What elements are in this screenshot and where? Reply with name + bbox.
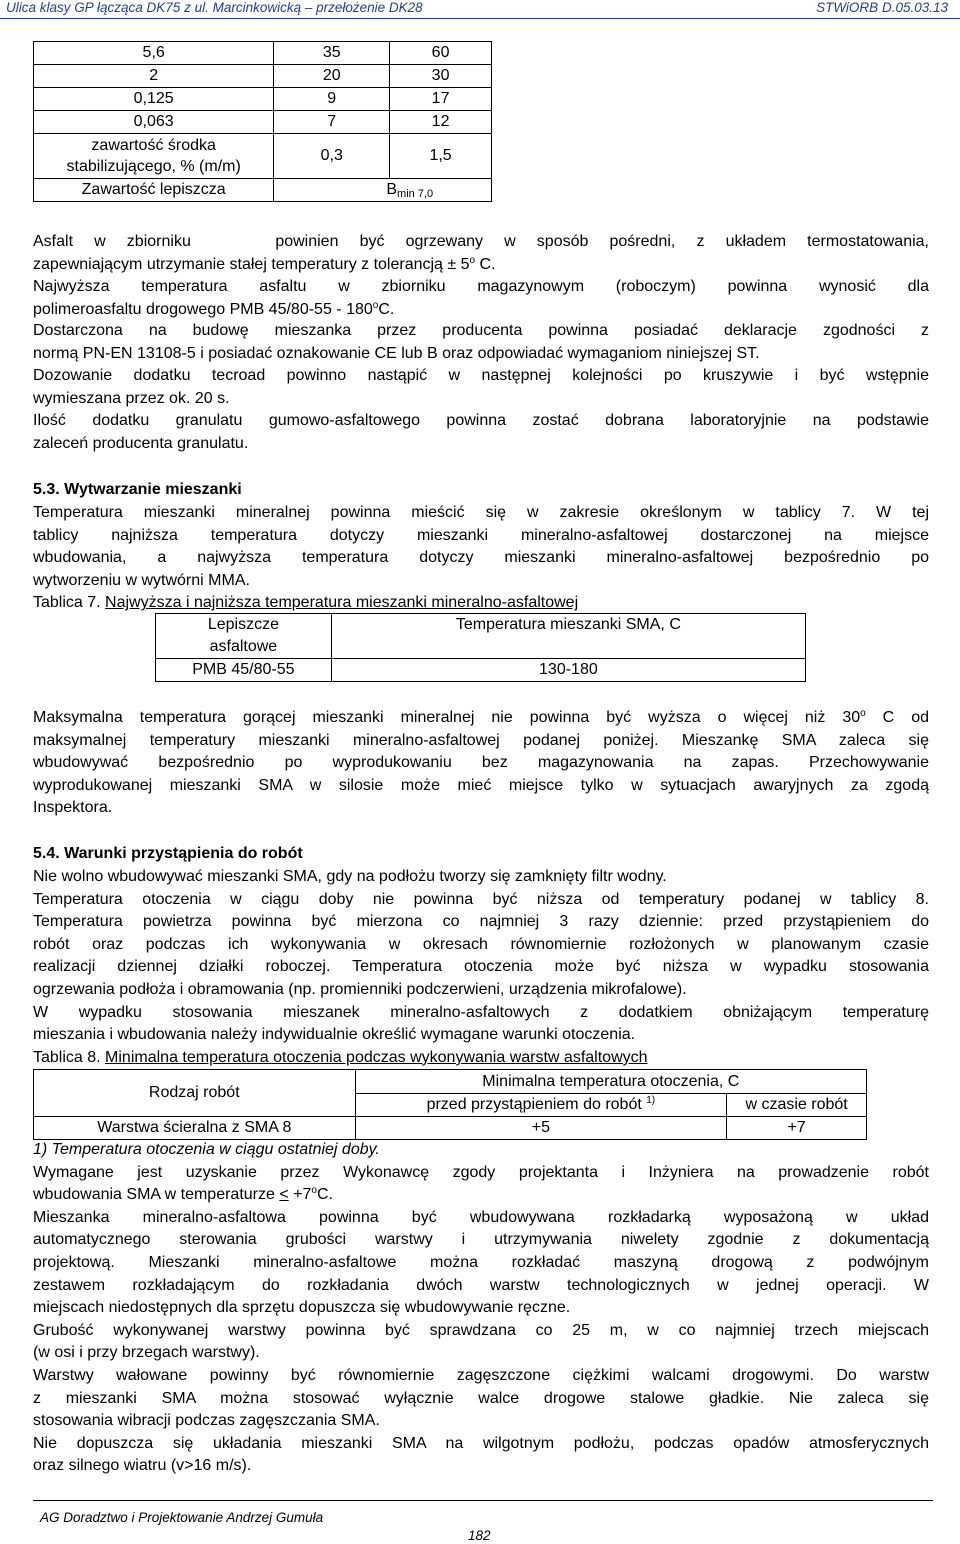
- table-row: [34, 88, 492, 111]
- min-cell: 9: [274, 88, 390, 111]
- section-title: Warunki przystąpienia do robót: [64, 845, 303, 862]
- text-line: Asfalt w zbiorniku powinien być ogrzewany w sposób pośredni, z układem termostatowania,: [33, 233, 929, 250]
- paragraph-tank-heating: [33, 231, 929, 276]
- stabilizer-max-cell: 1,5: [390, 134, 492, 179]
- work-type-cell: Warstwa ścieralna z SMA 8: [34, 1117, 356, 1140]
- text-line: Nie dopuszcza się układania mieszanki SMA na wilgotnym podłożu, podczas opadów atmosferycznych: [33, 1434, 929, 1452]
- grading-table: [33, 41, 492, 202]
- text-line: wymieszana przez ok. 20 s.: [33, 389, 230, 407]
- table-row: [156, 659, 806, 682]
- table-row: [34, 1117, 867, 1140]
- text-line: wbudowania SMA w temperaturze < $+7^oC$.: [33, 1185, 333, 1204]
- text-line: W wypadku stosowania mieszanek mineralno-asfaltowych z dodatkiem obniżającym temperaturę: [33, 1003, 929, 1021]
- table-row: [34, 42, 492, 65]
- text-line: oraz silnego wiatru (v>16 m/s).: [33, 1457, 252, 1475]
- paragraph-work-conditions: [33, 866, 929, 1069]
- text-line: Najwyższa temperatura asfaltu w zbiorniku magazynowym (roboczym) powinna wynosić dla: [33, 278, 929, 295]
- text-line: wbudowania, a najwyższa temperatura dotyczy mieszanki mineralno-asfaltowej bezpośrednio po: [33, 549, 929, 567]
- binder-value-main: B: [386, 181, 398, 198]
- text-line: maksymalnej temperatury mieszanki mineralno-asfaltowej podanej poniżej. Mieszankę SMA zaleca się: [33, 731, 929, 749]
- paragraph-max-mix-temperature: [33, 707, 929, 820]
- table-8-footnote: 1) Temperatura otoczenia w ciągu ostatniej doby.: [33, 1141, 380, 1158]
- min-cell: 35: [274, 42, 390, 65]
- binder-label-cell: Zawartość lepiszcza: [34, 179, 274, 202]
- text-line: polimeroasfaltu drogowego PMB 45/80-55 - 180$^o$C.: [33, 299, 395, 318]
- table-7: [155, 613, 806, 682]
- section-number: 5.4.: [33, 845, 60, 862]
- max-cell: 12: [390, 111, 492, 134]
- paragraph-dosing: [33, 365, 929, 410]
- sieve-cell: 0,125: [34, 88, 274, 111]
- text-line: Ilość dodatku granulatu gumowo-asfaltowego powinna zostać dobrana laboratoryjnie na podstawie: [33, 412, 929, 429]
- text-line: wytworzeniu w wytwórni MMA.: [33, 571, 250, 589]
- text-line: miejscach niedostępnych dla sprzętu dopuszcza się wbudowywanie ręczne.: [33, 1299, 571, 1317]
- max-cell: 17: [390, 88, 492, 111]
- header-rule: [0, 18, 960, 19]
- stabilizer-label-line1: zawartość środka: [91, 137, 216, 154]
- table-row: [34, 179, 492, 202]
- table-7-caption: Tablica 7. Najwyższa i najniższa temperatura mieszanki mineralno-asfaltowej: [33, 594, 579, 612]
- text-line: wbudowywać bezpośrednio po wyprodukowaniu bez magazynowania na zapas. Przechowywanie: [33, 754, 929, 772]
- text-line: mieszania i wbudowania należy indywidualnie określić wymagane warunki otoczenia.: [33, 1026, 636, 1044]
- binder-value-sub: min 7,0: [397, 188, 434, 200]
- footer-company: AG Doradztwo i Projektowanie Andrzej Gumuła: [40, 1510, 324, 1525]
- text-line: Temperatura powietrza powinna być mierzona co najmniej 3 razy dziennie: przed przystąpieniem do: [33, 913, 929, 931]
- text-line: Nie wolno wbudowywać mieszanki SMA, gdy na podłożu tworzy się zamknięty filtr wodny.: [33, 868, 667, 885]
- text-line: Dozowanie dodatku tecroad powinno nastąpić w następnej kolejności po kruszywie i być wstępnie: [33, 367, 929, 384]
- text-line: Grubość wykonywanej warstwy powinna być sprawdzana co 25 m, w co najmniej trzech miejscach: [33, 1321, 929, 1339]
- text-line: Wymagane jest uzyskanie przez Wykonawcę zgody projektanta i Inżyniera na prowadzenie robót: [33, 1163, 929, 1181]
- min-cell: 7: [274, 111, 390, 134]
- stabilizer-label-cell: [34, 134, 274, 179]
- header-min-temperature: Minimalna temperatura otoczenia, C: [355, 1070, 866, 1094]
- section-number: 5.3.: [33, 481, 60, 498]
- text-line: zaleceń producenta granulatu.: [33, 434, 249, 452]
- page-number: 182: [468, 1528, 491, 1543]
- paragraph-granulate: [33, 410, 929, 455]
- header-mix-temperature: Temperatura mieszanki SMA, C: [331, 614, 805, 659]
- paragraph-max-temperature: [33, 276, 929, 321]
- header-during-work: w czasie robót: [727, 1094, 867, 1117]
- table-header-row: [34, 1070, 867, 1094]
- text-line: tablicy najniższa temperatura dotyczy mieszanki mineralno-asfaltowej dostarczonej na miejsce: [33, 526, 929, 544]
- text-line: realizacji dziennej działki roboczej. Temperatura otoczenia może być niższa w wypadku stosowania: [33, 958, 929, 976]
- header-document-title: Ulica klasy GP łącząca DK75 z ul. Marcinkowicką – przełożenie DK28: [6, 0, 423, 15]
- section-title: Wytwarzanie mieszanki: [64, 481, 242, 498]
- text-line: Maksymalna temperatura gorącej mieszanki mineralnej nie powinna być wyższa o więcej niż 30$^o$ C od: [33, 708, 929, 726]
- table-8: [33, 1069, 867, 1140]
- binder-cell: PMB 45/80-55: [156, 659, 332, 682]
- temperature-cell: 130-180: [331, 659, 805, 682]
- header-before-work: przed przystąpieniem do robót $^{1)}$: [355, 1094, 727, 1117]
- header-work-type: Rodzaj robót: [34, 1070, 356, 1117]
- text-line: (w osi i przy brzegach warstwy).: [33, 1344, 260, 1362]
- text-line: Warstwy wałowane powinny być równomiernie zagęszczone ciężkimi walcami drogowymi. Do warstw: [33, 1366, 929, 1384]
- text-line: automatycznego sterowania grubości warstwy i utrzymywania niwelety zgodnie z dokumentacją: [33, 1231, 929, 1249]
- paragraph-declaration: [33, 320, 929, 365]
- text-line: normą PN-EN 13108-5 i posiadać oznakowanie CE lub B oraz odpowiadać wymaganiom niniejszej ST.: [33, 344, 760, 362]
- sieve-cell: 2: [34, 65, 274, 88]
- text-line: stosowania wibracji podczas zagęszczania SMA.: [33, 1412, 380, 1430]
- header-binder: Lepiszcze asfaltowe: [156, 614, 332, 659]
- paragraph-production: [33, 502, 929, 615]
- text-line: Inspektora.: [33, 799, 113, 817]
- table-header-row: [156, 614, 806, 659]
- text-line: zapewniającym utrzymanie stałej temperatury z tolerancją ± $5^o$ C.: [33, 254, 496, 273]
- section-heading-5-4: [33, 843, 929, 866]
- section-heading-5-3: [33, 479, 929, 502]
- max-cell: 60: [390, 42, 492, 65]
- text-line: Mieszanka mineralno-asfaltowa powinna być wbudowywana rozkładarką wyposażoną w układ: [33, 1208, 929, 1226]
- table-row: [34, 65, 492, 88]
- text-line: Temperatura otoczenia w ciągu doby nie powinna być niższa od temperatury podanej w tablicy 8.: [33, 890, 929, 908]
- header-spec-code: STWiORB D.05.03.13: [816, 0, 948, 15]
- text-line: z mieszanki SMA można stosować wyłącznie walce drogowe stalowe gładkie. Nie zaleca się: [33, 1389, 929, 1407]
- min-cell: 20: [274, 65, 390, 88]
- text-line: zestawem rozkładającym do rozkładania dwóch warstw technologicznych w jednej operacji. W: [33, 1276, 929, 1294]
- sieve-cell: 5,6: [34, 42, 274, 65]
- max-cell: 30: [390, 65, 492, 88]
- sieve-cell: 0,063: [34, 111, 274, 134]
- during-work-cell: +7: [727, 1117, 867, 1140]
- stabilizer-min-cell: 0,3: [274, 134, 390, 179]
- stabilizer-label-line2: stabilizującego, % (m/m): [66, 158, 241, 175]
- before-work-cell: +5: [355, 1117, 727, 1140]
- text-line: robót oraz podczas ich wykonywania w okresach równomiernie rozłożonych w planowanym czasie: [33, 935, 929, 953]
- binder-value-cell: [274, 179, 492, 202]
- paragraph-after-table-8: [33, 1139, 929, 1478]
- text-line: projektową. Mieszanki mineralno-asfaltowe można rozkładać maszyną drogową z podwójnym: [33, 1253, 929, 1271]
- table-row: [34, 134, 492, 179]
- footer-rule: [33, 1500, 933, 1501]
- table-row: [34, 111, 492, 134]
- text-line: Temperatura mieszanki mineralnej powinna mieścić się w zakresie określonym w tablicy 7. W tej: [33, 504, 929, 521]
- table-8-caption: Tablica 8. Minimalna temperatura otoczenia podczas wykonywania warstw asfaltowych: [33, 1048, 648, 1066]
- text-line: Dostarczona na budowę mieszanka przez producenta powinna posiadać deklaracje zgodności z: [33, 322, 929, 339]
- text-line: wyprodukowanej mieszanki SMA w silosie może mieć miejsce tylko w sytuacjach awaryjnych za zgodą: [33, 776, 929, 794]
- text-line: ogrzewania podłoża i obramowania (np. promienniki podczerwieni, urządzenia mikrofalowe).: [33, 980, 687, 998]
